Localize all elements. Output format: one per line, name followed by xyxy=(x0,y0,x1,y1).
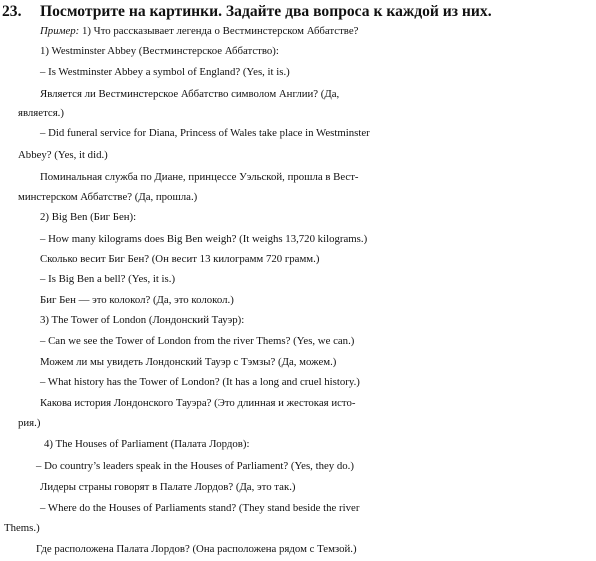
example-line xyxy=(0,21,596,41)
question-english: – Did funeral service for Diana, Princess of Wales take place in Westminster xyxy=(40,127,370,139)
question-english: – How many kilograms does Big Ben weigh? (It weighs 13,720 kilograms.) xyxy=(40,233,368,245)
question-russian: Какова история Лондонского Тауэра? (Это длинная и жестокая исто- xyxy=(40,397,356,409)
question-russian: Лидеры страны говорят в Палате Лордов? (Да, это так.) xyxy=(40,481,296,493)
question-english: – Do country’s leaders speak in the Houses of Parliament? (Yes, they do.) xyxy=(36,460,354,472)
question-english: – Can we see the Tower of London from the river Thems? (Yes, we can.) xyxy=(40,335,355,347)
question-english-continued: Abbey? (Yes, it did.) xyxy=(18,149,108,161)
question-russian-continued: является.) xyxy=(18,107,64,119)
example-label: Пример: xyxy=(40,25,80,37)
example-text: 1) Что рассказывает легенда о Вестминстерском Аббатстве? xyxy=(81,25,359,37)
section-heading-tower-of-london: 3) The Tower of London (Лондонский Тауэр): xyxy=(40,314,245,326)
question-russian: Поминальная служба по Диане, принцессе Уэльской, прошла в Вест- xyxy=(40,171,359,183)
question-english-continued: Thems.) xyxy=(4,522,40,534)
section-heading-westminster-abbey: 1) Westminster Abbey (Вестминстерское Аббатство): xyxy=(40,45,279,57)
question-russian-continued: минстерском Аббатстве? (Да, прошла.) xyxy=(18,191,198,203)
question-russian: Является ли Вестминстерское Аббатство символом Англии? (Да, xyxy=(40,88,340,100)
question-english: – What history has the Tower of London? (It has a long and cruel history.) xyxy=(40,376,360,388)
question-english: – Where do the Houses of Parliaments stand? (They stand beside the river xyxy=(40,502,360,514)
question-english: – Is Big Ben a bell? (Yes, it is.) xyxy=(40,273,176,285)
exercise-header xyxy=(0,2,596,22)
question-russian: Где расположена Палата Лордов? (Она расположена рядом с Темзой.) xyxy=(36,543,357,555)
question-russian-continued: рия.) xyxy=(18,417,41,429)
question-russian: Можем ли мы увидеть Лондонский Тауэр с Тэмзы? (Да, можем.) xyxy=(40,356,337,368)
section-heading-big-ben: 2) Big Ben (Биг Бен): xyxy=(40,211,137,223)
question-russian: Сколько весит Биг Бен? (Он весит 13 килограмм 720 грамм.) xyxy=(40,253,320,265)
question-russian: Биг Бен — это колокол? (Да, это колокол.) xyxy=(40,294,234,306)
section-heading-houses-of-parliament: 4) The Houses of Parliament (Палата Лордов): xyxy=(44,438,250,450)
exercise-number: 23. xyxy=(2,3,22,20)
question-english: – Is Westminster Abbey a symbol of England? (Yes, it is.) xyxy=(40,66,290,78)
exercise-title: Посмотрите на картинки. Задайте два вопроса к каждой из них. xyxy=(40,3,492,20)
